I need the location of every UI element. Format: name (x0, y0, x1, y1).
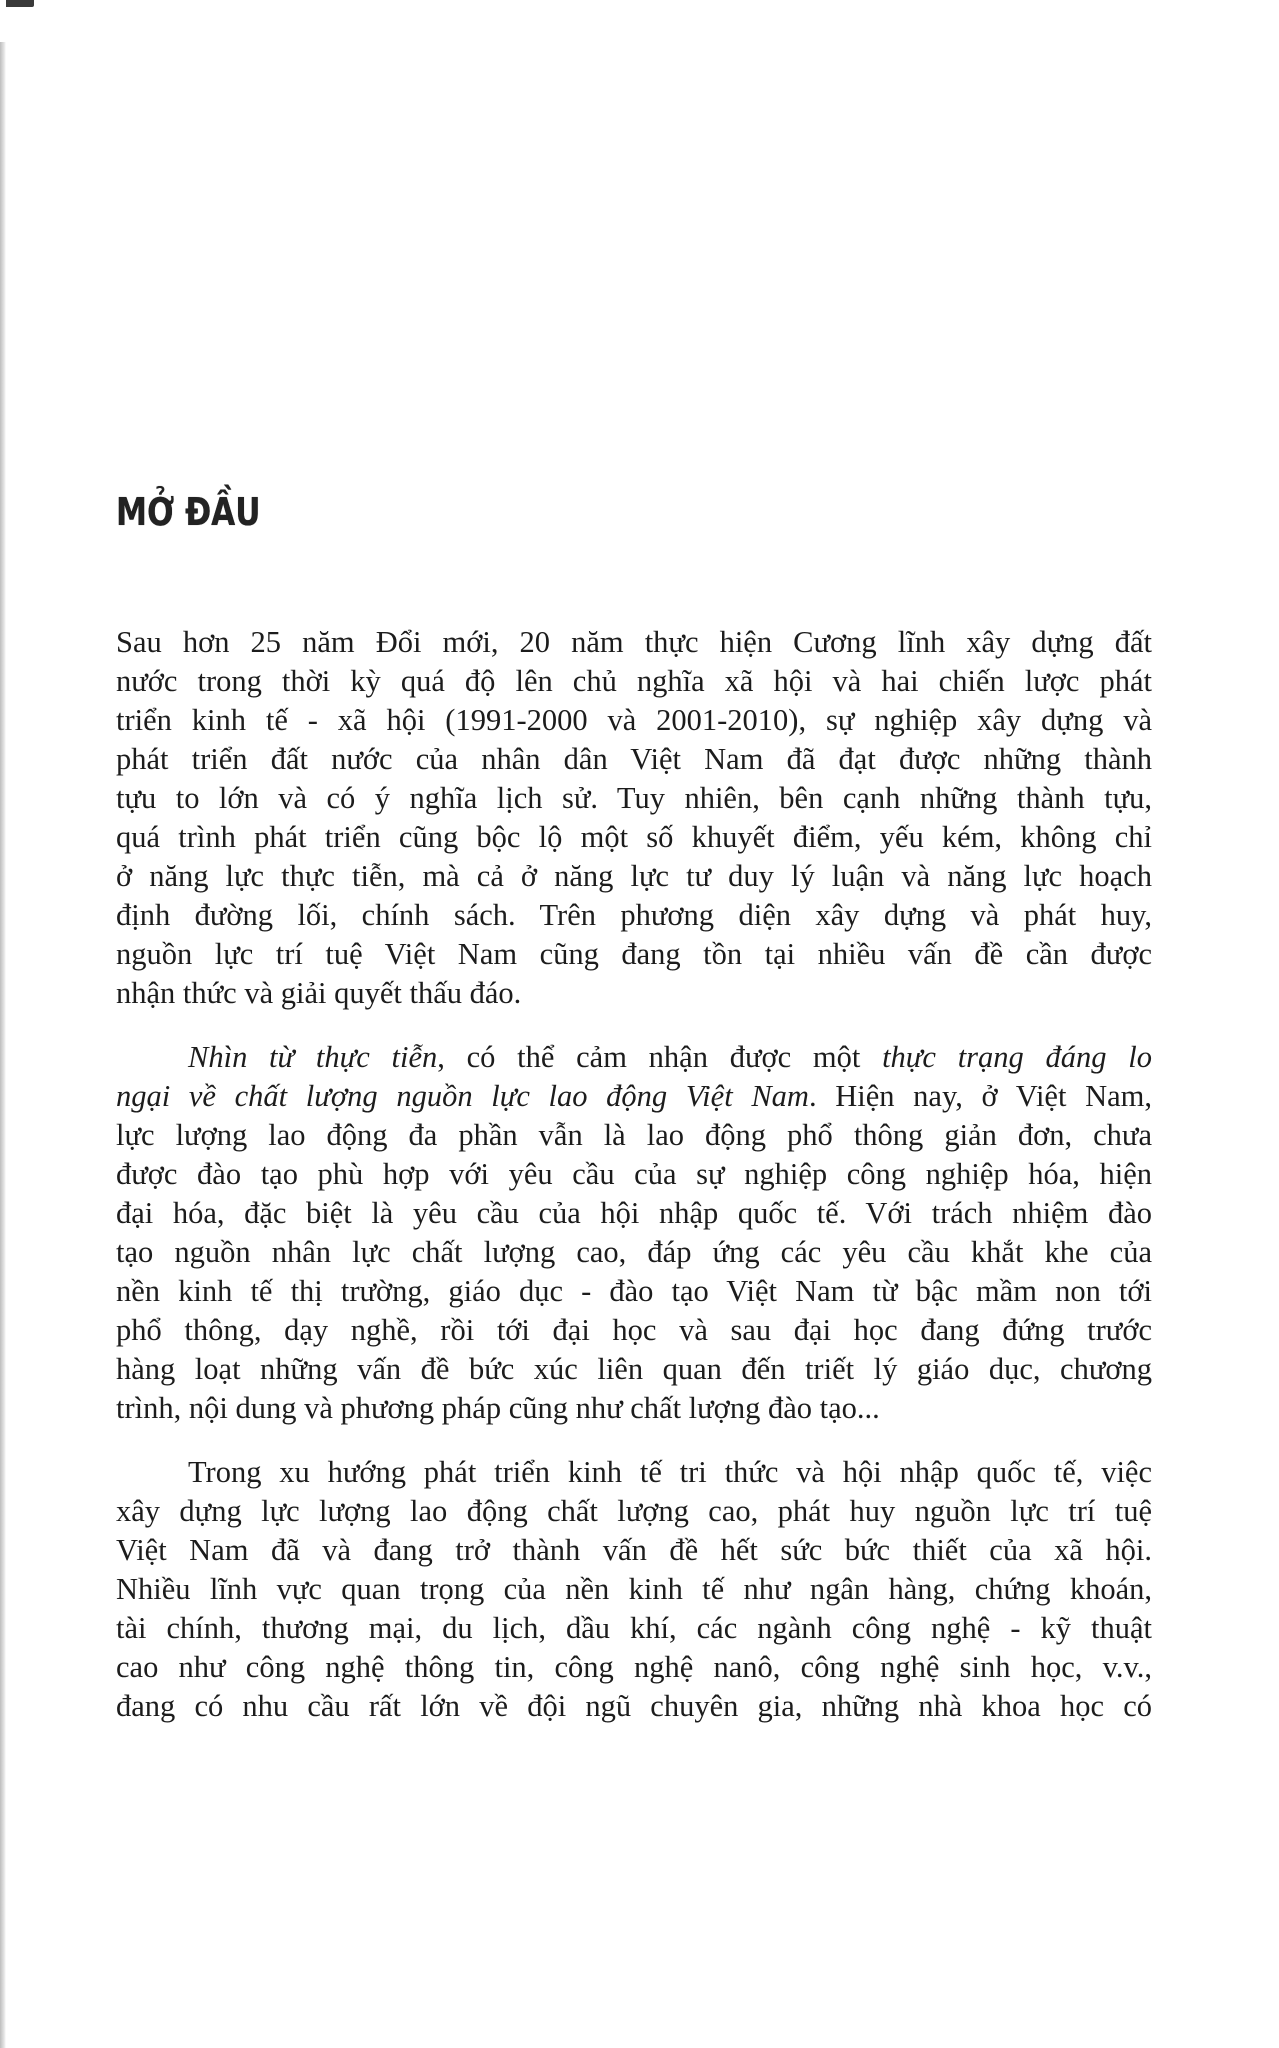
text-line: Sau hơn 25 năm Đổi mới, 20 năm thực hiện Cương lĩnh xây dựng đất (116, 625, 1152, 659)
text-line: tựu to lớn và có ý nghĩa lịch sử. Tuy nhiên, bên cạnh những thành tựu, (116, 781, 1152, 815)
text-line: nước trong thời kỳ quá độ lên chủ nghĩa xã hội và hai chiến lược phát (116, 664, 1152, 698)
text-line: phát triển đất nước của nhân dân Việt Nam đã đạt được những thành (116, 742, 1152, 776)
text-line: đang có nhu cầu rất lớn về đội ngũ chuyên gia, những nhà khoa học có (116, 1689, 1152, 1723)
text-line: tài chính, thương mại, du lịch, dầu khí, các ngành công nghệ - kỹ thuật (116, 1611, 1152, 1645)
text-line: lực lượng lao động đa phần vẫn là lao động phổ thông giản đơn, chưa (116, 1118, 1152, 1152)
scan-edge-mark (6, 0, 34, 7)
text-line: đại hóa, đặc biệt là yêu cầu của hội nhập quốc tế. Với trách nhiệm đào (116, 1196, 1152, 1230)
paragraph-gap (116, 1428, 1152, 1453)
emphasis-text: Nhìn từ thực tiễn (188, 1040, 438, 1074)
emphasis-text: thực trạng đáng lo (882, 1040, 1152, 1074)
chapter-heading: MỞ ĐẦU (116, 490, 261, 534)
scan-binding-edge (0, 42, 6, 2048)
text-line: phổ thông, dạy nghề, rồi tới đại học và sau đại học đang đứng trước (116, 1313, 1152, 1347)
text-line: hàng loạt những vấn đề bức xúc liên quan đến triết lý giáo dục, chương (116, 1352, 1152, 1386)
text-line: định đường lối, chính sách. Trên phương diện xây dựng và phát huy, (116, 898, 1152, 932)
text-line: ở năng lực thực tiễn, mà cả ở năng lực tư duy lý luận và năng lực hoạch (116, 859, 1152, 893)
text-line: trình, nội dung và phương pháp cũng như chất lượng đào tạo... (116, 1391, 880, 1425)
text-line: quá trình phát triển cũng bộc lộ một số khuyết điểm, yếu kém, không chỉ (116, 820, 1152, 854)
page-body (116, 623, 1152, 1726)
text-line: nguồn lực trí tuệ Việt Nam cũng đang tồn tại nhiều vấn đề cần được (116, 937, 1152, 971)
text-line: cao như công nghệ thông tin, công nghệ nanô, công nghệ sinh học, v.v., (116, 1650, 1152, 1684)
text-line: Trong xu hướng phát triển kinh tế tri thức và hội nhập quốc tế, việc (188, 1455, 1152, 1489)
text-run: , có thể cảm nhận được một (437, 1040, 883, 1074)
text-line (116, 1038, 1152, 1077)
text-run: . Hiện nay, ở Việt Nam, (808, 1079, 1152, 1113)
text-line (116, 1077, 1152, 1116)
paragraph-gap (116, 1013, 1152, 1038)
text-line: xây dựng lực lượng lao động chất lượng cao, phát huy nguồn lực trí tuệ (116, 1494, 1152, 1528)
text-line: được đào tạo phù hợp với yêu cầu của sự nghiệp công nghiệp hóa, hiện (116, 1157, 1152, 1191)
text-line: tạo nguồn nhân lực chất lượng cao, đáp ứng các yêu cầu khắt khe của (116, 1235, 1152, 1269)
emphasis-text: ngại về chất lượng nguồn lực lao động Việt Nam (116, 1079, 809, 1113)
paragraph-3 (116, 1453, 1152, 1726)
text-line: Việt Nam đã và đang trở thành vấn đề hết sức bức thiết của xã hội. (116, 1533, 1152, 1567)
paragraph-1 (116, 623, 1152, 1013)
paragraph-2 (116, 1038, 1152, 1428)
text-line: triển kinh tế - xã hội (1991-2000 và 2001-2010), sự nghiệp xây dựng và (116, 703, 1152, 737)
text-line: nền kinh tế thị trường, giáo dục - đào tạo Việt Nam từ bậc mầm non tới (116, 1274, 1152, 1308)
text-line: nhận thức và giải quyết thấu đáo. (116, 976, 522, 1010)
text-line: Nhiều lĩnh vực quan trọng của nền kinh tế như ngân hàng, chứng khoán, (116, 1572, 1152, 1606)
